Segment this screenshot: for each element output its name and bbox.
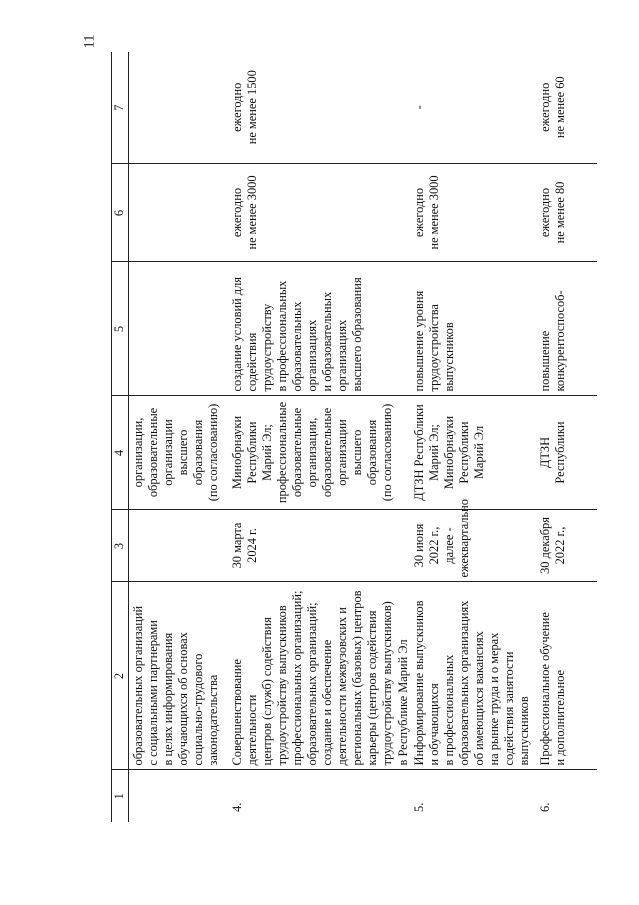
table-row: [229, 52, 411, 822]
cell-text-line: не менее 60: [552, 76, 567, 139]
cell-text-line: ежегодно: [537, 187, 552, 238]
cell-text-line: образовательные: [146, 407, 161, 498]
cell-text-line: организации,: [131, 417, 145, 488]
cell-text-line: с социальными партнерами: [146, 620, 161, 766]
cell-text-line: образовательные: [289, 407, 304, 498]
cell-text-line: в профессиональных: [441, 654, 456, 766]
cell-col7: [411, 52, 537, 164]
cell-col5: [411, 262, 537, 396]
cell-text-line: ежегодно: [537, 82, 552, 132]
cell-text-line: Марий Эл: [472, 425, 486, 480]
rotated-table-container: [111, 52, 631, 822]
cell-text-line: трудоустройства: [426, 304, 441, 392]
column-header-3: 3: [112, 510, 129, 582]
cell-text-line: высшего образования: [350, 277, 365, 392]
cell-text-line: Информирование выпускников: [411, 600, 426, 766]
cell-text-line: организациях: [304, 319, 319, 392]
cell-text-line: на рынке труда и о мерах: [487, 632, 502, 766]
cell-text-line: и образовательных: [320, 291, 335, 392]
cell-col5: [537, 262, 597, 396]
cell-col5: [229, 262, 411, 396]
row-number: 6.: [537, 802, 552, 812]
cell-text-line: конкурентоспособ-: [552, 290, 567, 392]
cell-col7: [229, 52, 411, 164]
cell-text-line: Республики: [244, 421, 259, 484]
cell-text-line: создание условий для: [229, 277, 244, 392]
cell-col4: [537, 396, 597, 510]
cell-text-line: (по согласованию): [380, 403, 395, 502]
cell-text-line: 2022 г.,: [426, 526, 441, 565]
cell-text-line: 30 марта: [229, 522, 244, 569]
cell-text-line: в профессиональных: [274, 280, 289, 392]
cell-col7: [129, 52, 229, 164]
cell-text-line: организации,: [304, 417, 319, 488]
cell-text-line: центров (служб) содействия: [259, 617, 274, 766]
cell-text-line: высшего: [176, 429, 191, 476]
cell-text-line: трудоустройству: [259, 303, 274, 392]
cell-col6: [411, 164, 537, 262]
cell-text-line: далее -: [441, 527, 456, 564]
cell-number: [229, 770, 411, 822]
cell-text-line: 2022 г.,: [552, 526, 567, 565]
cell-text-line: Республики: [552, 421, 567, 484]
cell-col5: [129, 262, 229, 396]
cell-text-line: карьеры (центров содействия: [365, 610, 380, 766]
cell-text-line: образовательных организаций;: [304, 602, 319, 766]
cell-text-line: Профессиональное обучение: [537, 612, 552, 766]
cell-col3: [537, 510, 597, 582]
cell-col2: [229, 582, 411, 770]
cell-col6: [129, 164, 229, 262]
column-header-6: 6: [112, 164, 129, 262]
cell-text-line: деятельности межвузовских и: [335, 607, 350, 766]
cell-text-line: образовательных организаций: [131, 605, 145, 766]
cell-col7: [537, 52, 597, 164]
cell-text-line: создание и обеспечение: [320, 639, 335, 766]
column-header-2: 2: [112, 582, 129, 770]
cell-col2: [129, 582, 229, 770]
column-header-5: 5: [112, 262, 129, 396]
cell-number: [411, 770, 537, 822]
cell-text-line: образования: [365, 419, 380, 486]
cell-col2: [537, 582, 597, 770]
cell-text-line: в Республике Марий Эл: [395, 639, 410, 766]
cell-col4: [129, 396, 229, 510]
cell-text-line: ежегодно: [229, 187, 244, 238]
cell-text-line: 30 июня: [411, 523, 426, 568]
cell-text-line: высшего: [350, 429, 365, 476]
cell-text-line: Республики: [456, 421, 471, 484]
cell-number: [129, 770, 229, 822]
row-number: 5.: [411, 802, 426, 812]
cell-text-line: и дополнительное: [552, 669, 567, 766]
cell-text-line: трудоустройству выпускников: [274, 605, 289, 766]
cell-col6: [537, 164, 597, 262]
cell-text-line: (по согласованию): [206, 403, 221, 502]
column-header-1: 1: [112, 770, 129, 822]
table-row: [129, 52, 229, 822]
cell-col4: [411, 396, 537, 510]
cell-text-line: не менее 3000: [426, 175, 441, 250]
cell-text-line: в целях информирования: [161, 632, 176, 766]
cell-text-line: образовательных организациях: [456, 600, 471, 766]
cell-text-line: организациях: [335, 319, 350, 392]
cell-text-line: Марий Эл;: [426, 424, 441, 481]
cell-text-line: обучающихся об основах: [176, 632, 191, 766]
cell-col2: [411, 582, 537, 770]
table-row: [537, 52, 597, 822]
cell-text-line: образования: [191, 419, 206, 486]
cell-text-line: образовательных: [289, 301, 304, 392]
cell-text-line: повышение: [537, 330, 552, 392]
cell-col3: [229, 510, 411, 582]
cell-text-line: Совершенствование деятельности: [229, 659, 259, 766]
cell-text-line: ДТЗН Республики: [411, 404, 426, 501]
cell-text-line: не менее 80: [552, 181, 567, 244]
cell-text-line: не менее 3000: [244, 175, 259, 250]
cell-text-line: выпускников: [517, 696, 532, 766]
cell-text-line: выпускников: [441, 322, 456, 392]
cell-text-line: организации: [161, 419, 176, 486]
cell-text-line: Марий Эл;: [259, 424, 274, 481]
cell-text-line: ежеквартально: [456, 499, 471, 578]
cell-col4: [229, 396, 411, 510]
cell-text-line: 30 декабря: [537, 517, 552, 574]
cell-col3: [129, 510, 229, 582]
cell-text-line: Минобрнауки: [229, 415, 244, 490]
cell-text-line: профессиональные: [274, 401, 289, 504]
cell-text-line: законодательства: [206, 674, 221, 766]
table-row: [411, 52, 537, 822]
cell-number: [537, 770, 597, 822]
measures-table: [111, 52, 597, 822]
column-header-7: 7: [112, 52, 129, 164]
cell-text-line: ежегодно: [229, 82, 244, 132]
cell-text-line: 2024 г.: [244, 528, 259, 563]
cell-text-line: социально-трудового: [191, 653, 206, 766]
cell-text-line: об имеющихся вакансиях: [472, 631, 486, 766]
cell-text-line: Минобрнауки: [441, 415, 456, 490]
cell-text-line: ДТЗН: [537, 436, 552, 469]
cell-text-line: содействия занятости: [502, 651, 517, 766]
cell-text-line: содействия: [244, 332, 259, 392]
row-number: 4.: [229, 802, 244, 812]
table-header-row: [112, 52, 129, 822]
cell-text-line: организации: [335, 419, 350, 486]
cell-col6: [229, 164, 411, 262]
cell-text-line: не менее 1500: [244, 70, 259, 145]
cell-text-line: региональных (базовых) центров: [350, 590, 365, 766]
page-number: 11: [81, 34, 98, 49]
cell-text-line: трудоустройству выпускников): [380, 601, 395, 766]
cell-text-line: ежегодно: [411, 187, 426, 238]
cell-text-line: повышение уровня: [411, 290, 426, 392]
cell-col3: [411, 499, 537, 582]
cell-text-line: и обучающихся: [426, 683, 441, 766]
column-header-4: 4: [112, 396, 129, 510]
cell-text-line: профессиональных организаций;: [289, 590, 304, 766]
cell-text-line: образовательные: [320, 407, 335, 498]
cell-text-line: -: [411, 105, 426, 110]
